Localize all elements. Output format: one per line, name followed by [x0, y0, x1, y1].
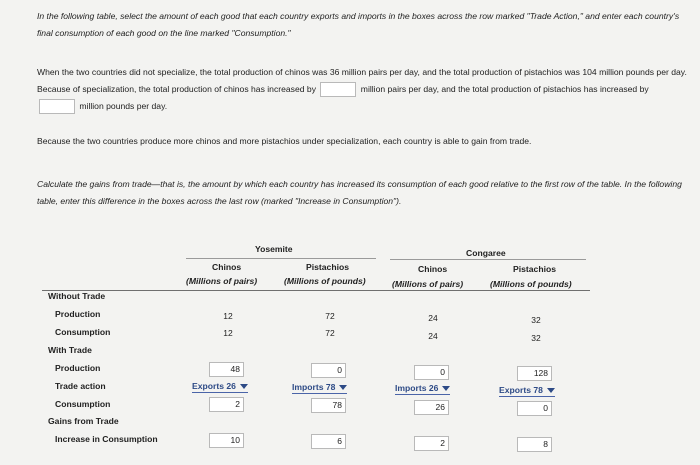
good-header-congaree-chinos: Chinos: [418, 264, 448, 274]
good-header-yosemite-chinos: Chinos: [212, 262, 242, 272]
chevron-down-icon: [547, 388, 555, 393]
wt2-production-yosemite-chinos-input[interactable]: 48: [209, 362, 244, 377]
specialization-text-2: million pairs per day, and the total production of pistachios has increased by: [360, 84, 649, 94]
instructions-text: In the following table, select the amount of each good that each country exports and imports in the boxes across the row marked "Trade Action," and enter each country's final consumption of each good on the line marked "Consumption.": [37, 11, 680, 38]
good-header-congaree-pistachios: Pistachios: [513, 264, 556, 274]
row-label-production: Production: [55, 309, 101, 319]
trade-action-congaree-pistachios-select[interactable]: [499, 385, 555, 397]
chevron-down-icon: [339, 385, 347, 390]
calc-instructions: Calculate the gains from trade—that is, the amount by which each country has increased its consumption of each good relative to the first row of the table. In the following table, enter this difference in the boxes across the last row (marked "Increase in Consumption").: [37, 179, 682, 206]
trade-action-value: Exports 26: [192, 381, 236, 391]
section-without-trade: Without Trade: [48, 291, 106, 301]
wt-production-yosemite-pistachios: 72: [325, 311, 335, 321]
wt-consumption-yosemite-chinos: 12: [223, 328, 233, 338]
section-gains: Gains from Trade: [48, 416, 119, 426]
trade-action-value: Exports 78: [499, 385, 543, 395]
wt-production-congaree-chinos: 24: [428, 313, 438, 323]
wt2-consumption-yosemite-pistachios-input[interactable]: 78: [311, 398, 346, 413]
trade-action-congaree-chinos-select[interactable]: [395, 383, 450, 395]
trade-action-yosemite-chinos-select[interactable]: [192, 381, 248, 393]
increase-congaree-chinos-input[interactable]: 2: [414, 436, 449, 451]
wt-production-yosemite-chinos: 12: [223, 311, 233, 321]
trade-action-value: Imports 78: [292, 382, 336, 392]
chinos-increase-input[interactable]: [320, 82, 356, 97]
chevron-down-icon: [240, 384, 248, 389]
unit-congaree-chinos: (Millions of pairs): [392, 279, 464, 289]
unit-yosemite-pistachios: (Millions of pounds): [284, 276, 366, 286]
wt2-consumption-congaree-chinos-input[interactable]: 26: [414, 400, 449, 415]
specialization-paragraph: [37, 64, 687, 115]
wt2-consumption-congaree-pistachios-input[interactable]: 0: [517, 401, 552, 416]
increase-yosemite-chinos-input[interactable]: 10: [209, 433, 244, 448]
trade-action-yosemite-pistachios-select[interactable]: [292, 382, 347, 394]
row-label-consumption-trade: Consumption: [55, 399, 111, 409]
specialization-text-3: million pounds per day.: [79, 101, 168, 111]
unit-yosemite-chinos: (Millions of pairs): [186, 276, 258, 286]
chevron-down-icon: [442, 386, 450, 391]
row-label-trade-action: Trade action: [55, 381, 106, 391]
increase-congaree-pistachios-input[interactable]: 8: [517, 437, 552, 452]
unit-congaree-pistachios: (Millions of pounds): [490, 279, 572, 289]
wt2-consumption-yosemite-chinos-input[interactable]: 2: [209, 397, 244, 412]
row-label-increase: Increase in Consumption: [55, 434, 158, 444]
good-header-yosemite-pistachios: Pistachios: [306, 262, 349, 272]
wt2-production-yosemite-pistachios-input[interactable]: 0: [311, 363, 346, 378]
wt2-production-congaree-chinos-input[interactable]: 0: [414, 365, 449, 380]
specialization-text-1: When the two countries did not specialize, the total production of chinos was 36 million pairs per day, and the total production of pistachios was 104 million pounds per day. Because of specialization, the total production of chinos has increased by: [37, 67, 687, 94]
country-congaree: Congaree: [466, 248, 506, 258]
wt-consumption-yosemite-pistachios: 72: [325, 328, 335, 338]
wt-consumption-congaree-chinos: 24: [428, 331, 438, 341]
pistachios-increase-input[interactable]: [39, 99, 75, 114]
trade-action-value: Imports 26: [395, 383, 439, 393]
row-label-production-trade: Production: [55, 363, 101, 373]
gain-statement: Because the two countries produce more chinos and more pistachios under specialization, each country is able to gain from trade.: [37, 136, 532, 146]
increase-yosemite-pistachios-input[interactable]: 6: [311, 434, 346, 449]
country-yosemite: Yosemite: [255, 244, 293, 254]
wt2-production-congaree-pistachios-input[interactable]: 128: [517, 366, 552, 381]
section-with-trade: With Trade: [48, 345, 92, 355]
wt-consumption-congaree-pistachios: 32: [531, 333, 541, 343]
wt-production-congaree-pistachios: 32: [531, 315, 541, 325]
row-label-consumption: Consumption: [55, 327, 111, 337]
